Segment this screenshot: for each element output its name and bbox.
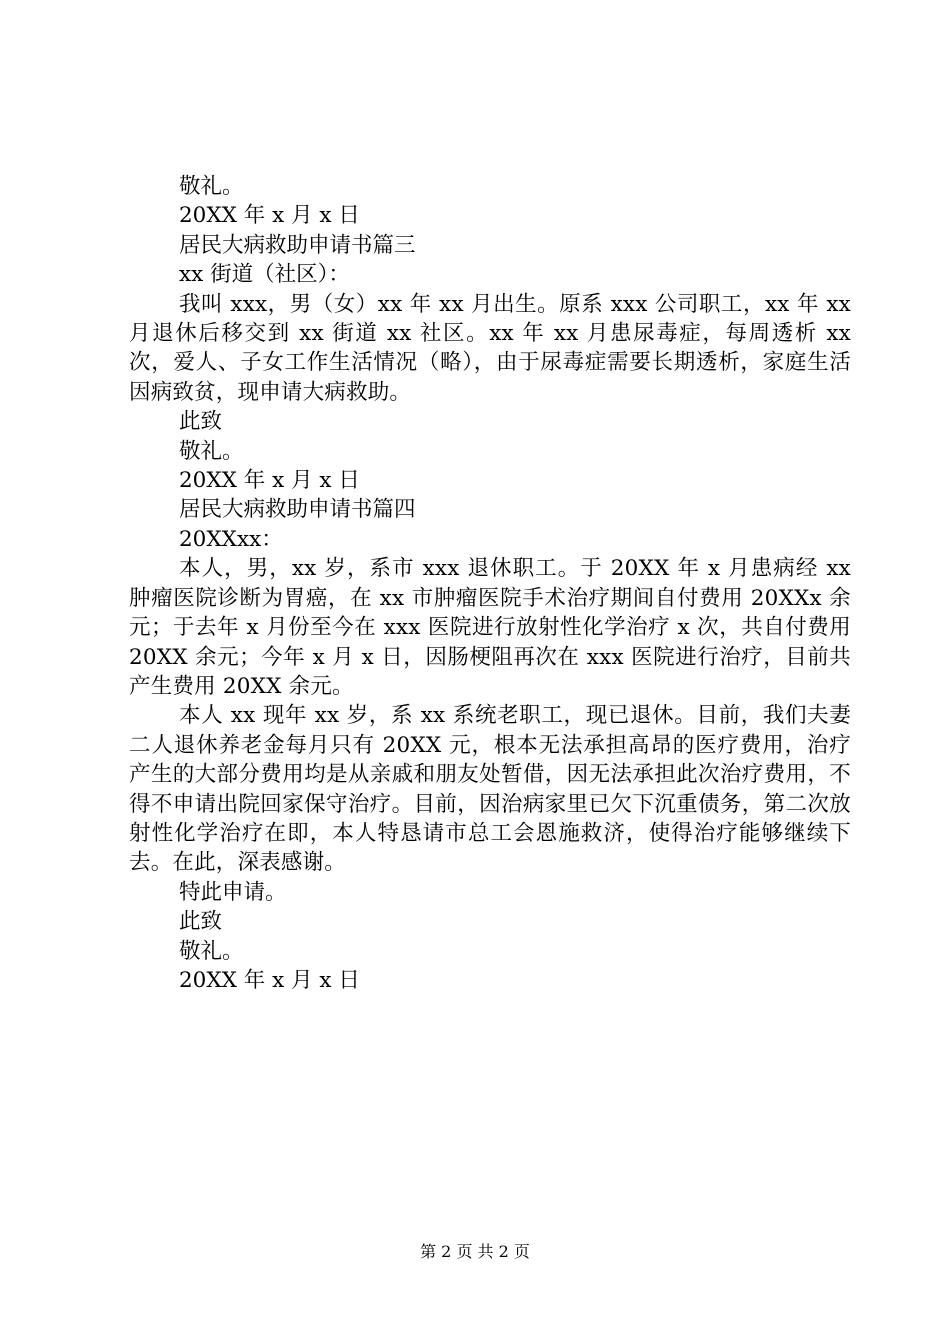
recipient-line: 20XXxx： (179, 526, 283, 552)
page-number-footer: 第 2 页 共 2 页 (420, 1242, 530, 1261)
closing-salutation: 敬礼。 (179, 174, 244, 199)
body-paragraph: 我叫 xxx，男（女）xx 年 xx 月出生。原系 xxx 公司职工，xx 年 xx 月退休后移交到 xx 街道 xx 社区。xx 年 xx 月患尿毒症，每周透析 xx 次，爱人、子女工作生活情况（略），由于尿毒症需要长期透析，家庭生活因病致贫，现申请大病救助。 (129, 291, 851, 405)
section-heading: 居民大病救助申请书篇三 (179, 232, 416, 258)
section-heading: 居民大病救助申请书篇四 (179, 497, 416, 523)
date-line: 20XX 年 x 月 x 日 (179, 203, 360, 229)
body-paragraph: 本人 xx 现年 xx 岁，系 xx 系统老职工，现已退休。目前，我们夫妻二人退休养老金每月只有 20XX 元，根本无法承担高昂的医疗费用，治疗产生的大部分费用均是从亲戚和朋友处暂借，因无法承担此次治疗费用，不得不申请出院回家保守治疗。目前，因治病家里已欠下沉重债务，第二次放射性化学治疗在即，本人特恳请市总工会恩施救济，使得治疗能够继续下去。在此，深表感谢。 (129, 703, 851, 876)
closing-salutation: 敬礼。 (179, 438, 244, 464)
date-line: 20XX 年 x 月 x 日 (179, 468, 360, 494)
request-closing: 特此申请。 (179, 879, 287, 905)
document-body (129, 172, 851, 995)
closing-salutation: 敬礼。 (179, 938, 244, 964)
closing-phrase: 此致 (179, 909, 223, 935)
date-line: 20XX 年 x 月 x 日 (179, 967, 360, 993)
recipient-line: xx 街道（社区）： (179, 262, 350, 288)
closing-phrase: 此致 (179, 409, 223, 435)
body-paragraph: 本人，男，xx 岁，系市 xxx 退休职工。于 20XX 年 x 月患病经 xx 肿瘤医院诊断为胃癌，在 xx 市肿瘤医院手术治疗期间自付费用 20XXx 余元；于去年 x 月份至今在 xxx 医院进行放射性化学治疗 x 次，共自付费用 20XX 余元；今年 x 月 x 日，因肠梗阻再次在 xxx 医院进行治疗，目前共产生费用 20XX 余元。 (129, 556, 851, 699)
